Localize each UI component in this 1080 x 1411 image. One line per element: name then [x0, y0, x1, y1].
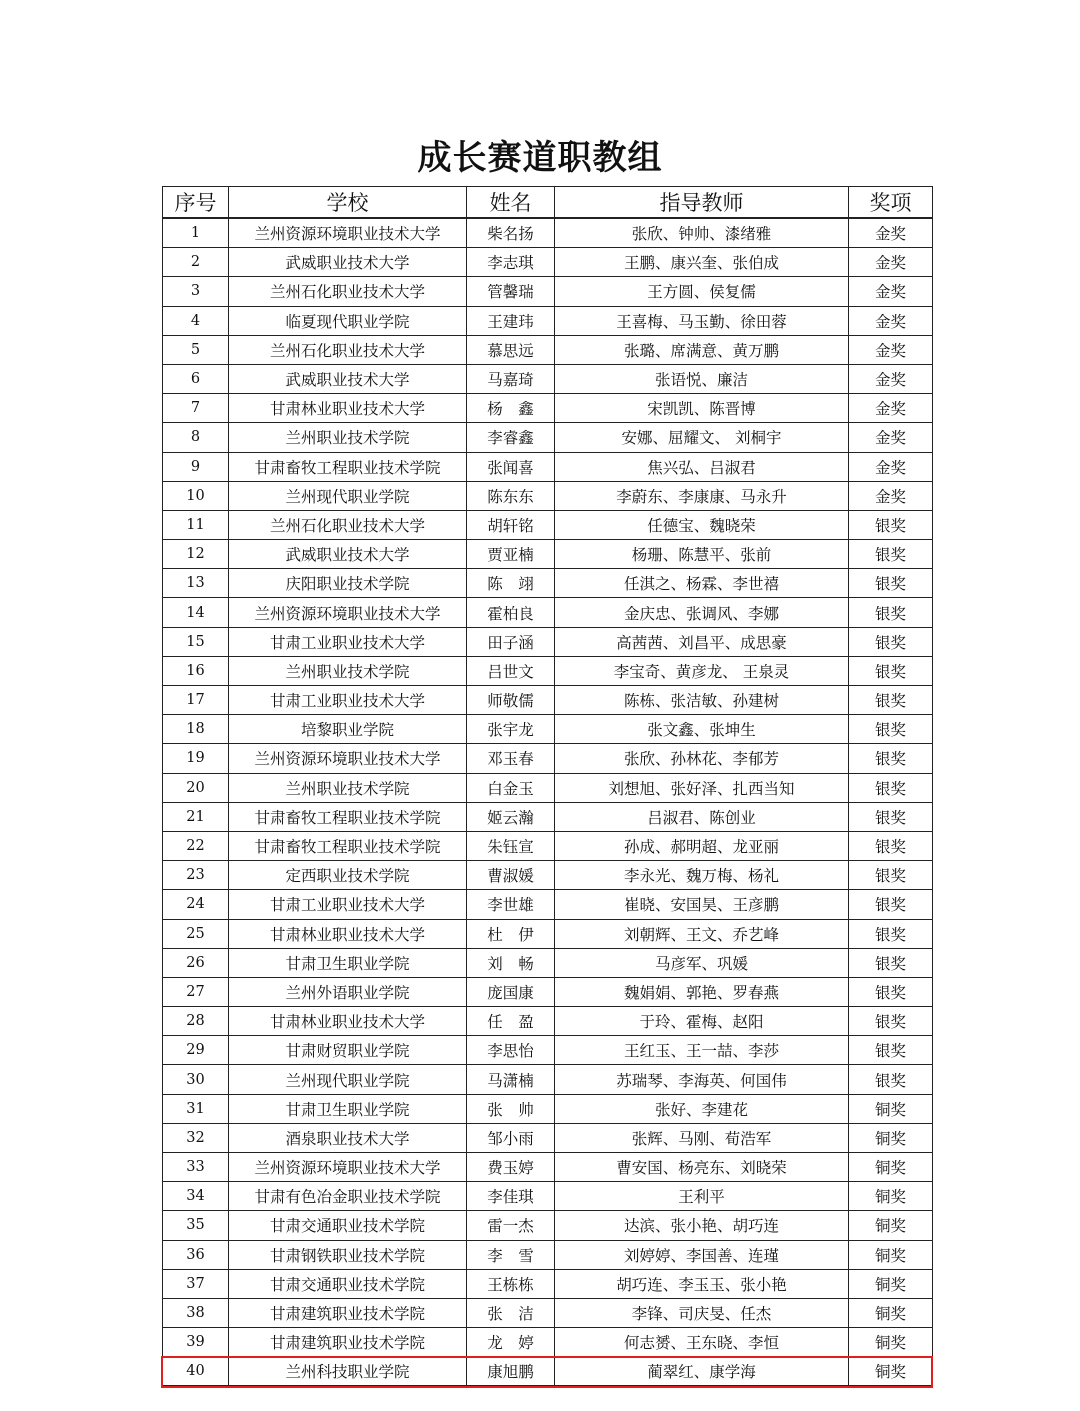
cell-advisor: 于玲、霍梅、赵阳 — [555, 1007, 849, 1036]
cell-name: 邹小雨 — [467, 1123, 555, 1152]
cell-index: 30 — [163, 1065, 229, 1094]
cell-index: 31 — [163, 1094, 229, 1123]
cell-index: 32 — [163, 1123, 229, 1152]
cell-advisor: 高茜茜、刘昌平、成思豪 — [555, 627, 849, 656]
cell-name: 雷一杰 — [467, 1211, 555, 1240]
cell-index: 5 — [163, 335, 229, 364]
cell-name: 康旭鹏 — [467, 1357, 555, 1386]
table-row — [163, 364, 933, 393]
cell-school: 甘肃钢铁职业技术学院 — [229, 1240, 467, 1269]
cell-index: 26 — [163, 948, 229, 977]
table-row — [163, 1123, 933, 1152]
cell-name: 李睿鑫 — [467, 423, 555, 452]
award-table — [162, 186, 933, 1386]
table-row — [163, 656, 933, 685]
table-row — [163, 218, 933, 248]
cell-index: 13 — [163, 569, 229, 598]
cell-name: 陈 翊 — [467, 569, 555, 598]
cell-index: 8 — [163, 423, 229, 452]
cell-index: 34 — [163, 1182, 229, 1211]
table-row — [163, 306, 933, 335]
cell-index: 14 — [163, 598, 229, 627]
cell-index: 38 — [163, 1298, 229, 1327]
cell-school: 甘肃林业职业技术大学 — [229, 394, 467, 423]
cell-school: 定西职业技术学院 — [229, 861, 467, 890]
cell-index: 23 — [163, 861, 229, 890]
cell-advisor: 曹安国、杨亮东、刘晓荣 — [555, 1153, 849, 1182]
table-row — [163, 715, 933, 744]
cell-award: 铜奖 — [849, 1182, 933, 1211]
cell-name: 李世雄 — [467, 890, 555, 919]
cell-award: 铜奖 — [849, 1357, 933, 1386]
cell-award: 银奖 — [849, 540, 933, 569]
cell-school: 兰州职业技术学院 — [229, 423, 467, 452]
cell-name: 杨 鑫 — [467, 394, 555, 423]
table-row — [163, 831, 933, 860]
cell-award: 铜奖 — [849, 1094, 933, 1123]
cell-award: 银奖 — [849, 598, 933, 627]
table-row — [163, 1240, 933, 1269]
cell-name: 庞国康 — [467, 977, 555, 1006]
cell-award: 银奖 — [849, 831, 933, 860]
cell-advisor: 张好、李建花 — [555, 1094, 849, 1123]
table-row — [163, 510, 933, 539]
cell-name: 费玉婷 — [467, 1153, 555, 1182]
cell-index: 4 — [163, 306, 229, 335]
cell-school: 甘肃工业职业技术大学 — [229, 686, 467, 715]
cell-school: 甘肃畜牧工程职业技术学院 — [229, 831, 467, 860]
cell-index: 7 — [163, 394, 229, 423]
cell-school: 甘肃工业职业技术大学 — [229, 627, 467, 656]
cell-award: 银奖 — [849, 802, 933, 831]
cell-award: 金奖 — [849, 452, 933, 481]
cell-school: 兰州资源环境职业技术大学 — [229, 1153, 467, 1182]
cell-school: 武威职业技术大学 — [229, 540, 467, 569]
cell-name: 朱钰宣 — [467, 831, 555, 860]
cell-name: 管馨瑞 — [467, 277, 555, 306]
cell-advisor: 苏瑞琴、李海英、何国伟 — [555, 1065, 849, 1094]
table-row — [163, 1269, 933, 1298]
cell-award: 铜奖 — [849, 1328, 933, 1357]
cell-school: 甘肃交通职业技术学院 — [229, 1211, 467, 1240]
cell-award: 银奖 — [849, 1036, 933, 1065]
cell-index: 17 — [163, 686, 229, 715]
cell-award: 银奖 — [849, 977, 933, 1006]
table-row — [163, 598, 933, 627]
cell-award: 银奖 — [849, 715, 933, 744]
cell-award: 银奖 — [849, 627, 933, 656]
cell-advisor: 金庆忠、张调风、李娜 — [555, 598, 849, 627]
cell-award: 铜奖 — [849, 1269, 933, 1298]
page-title: 成长赛道职教组 — [417, 138, 663, 178]
cell-school: 兰州职业技术学院 — [229, 773, 467, 802]
cell-school: 甘肃工业职业技术大学 — [229, 890, 467, 919]
cell-award: 铜奖 — [849, 1298, 933, 1327]
cell-name: 马嘉琦 — [467, 364, 555, 393]
cell-award: 铜奖 — [849, 1123, 933, 1152]
cell-name: 师敬儒 — [467, 686, 555, 715]
cell-name: 龙 婷 — [467, 1328, 555, 1357]
cell-advisor: 孙成、郝明超、龙亚丽 — [555, 831, 849, 860]
cell-advisor: 张欣、钟帅、漆绪雅 — [555, 218, 849, 248]
cell-advisor: 王方圆、侯复儒 — [555, 277, 849, 306]
cell-name: 陈东东 — [467, 481, 555, 510]
table-row — [163, 1182, 933, 1211]
cell-award: 金奖 — [849, 335, 933, 364]
cell-school: 庆阳职业技术学院 — [229, 569, 467, 598]
cell-index: 15 — [163, 627, 229, 656]
table-row — [163, 802, 933, 831]
cell-name: 马潇楠 — [467, 1065, 555, 1094]
cell-school: 兰州职业技术学院 — [229, 656, 467, 685]
header-advisor: 指导教师 — [555, 187, 849, 219]
table-row — [163, 1328, 933, 1357]
table-row — [163, 423, 933, 452]
cell-award: 金奖 — [849, 423, 933, 452]
header-school: 学校 — [229, 187, 467, 219]
table-row — [163, 1153, 933, 1182]
cell-name: 柴名扬 — [467, 218, 555, 248]
cell-index: 16 — [163, 656, 229, 685]
cell-name: 姬云瀚 — [467, 802, 555, 831]
cell-award: 金奖 — [849, 248, 933, 277]
cell-award: 银奖 — [849, 1065, 933, 1094]
header-award: 奖项 — [849, 187, 933, 219]
cell-school: 甘肃建筑职业技术学院 — [229, 1328, 467, 1357]
cell-school: 兰州资源环境职业技术大学 — [229, 744, 467, 773]
cell-advisor: 蔺翠红、康学海 — [555, 1357, 849, 1386]
cell-award: 银奖 — [849, 510, 933, 539]
cell-school: 兰州石化职业技术大学 — [229, 277, 467, 306]
cell-advisor: 达滨、张小艳、胡巧连 — [555, 1211, 849, 1240]
cell-index: 39 — [163, 1328, 229, 1357]
cell-advisor: 崔晓、安国昊、王彦鹏 — [555, 890, 849, 919]
table-row — [163, 627, 933, 656]
table-header-row — [163, 187, 933, 219]
cell-school: 甘肃财贸职业学院 — [229, 1036, 467, 1065]
cell-index: 33 — [163, 1153, 229, 1182]
cell-index: 11 — [163, 510, 229, 539]
cell-advisor: 任德宝、魏晓荣 — [555, 510, 849, 539]
cell-school: 酒泉职业技术大学 — [229, 1123, 467, 1152]
table-row — [163, 1298, 933, 1327]
cell-advisor: 张璐、席满意、黄万鹏 — [555, 335, 849, 364]
table-row — [163, 1211, 933, 1240]
cell-advisor: 李永光、魏万梅、杨礼 — [555, 861, 849, 890]
cell-index: 25 — [163, 919, 229, 948]
cell-name: 慕思远 — [467, 335, 555, 364]
cell-award: 金奖 — [849, 277, 933, 306]
cell-advisor: 张辉、马刚、荀浩军 — [555, 1123, 849, 1152]
cell-name: 杜 伊 — [467, 919, 555, 948]
cell-advisor: 王喜梅、马玉勤、徐田蓉 — [555, 306, 849, 335]
cell-award: 银奖 — [849, 890, 933, 919]
table-row — [163, 1357, 933, 1386]
cell-index: 6 — [163, 364, 229, 393]
cell-name: 曹淑媛 — [467, 861, 555, 890]
cell-index: 1 — [163, 218, 229, 248]
cell-school: 甘肃林业职业技术大学 — [229, 919, 467, 948]
cell-school: 兰州石化职业技术大学 — [229, 335, 467, 364]
cell-name: 任 盈 — [467, 1007, 555, 1036]
table-row — [163, 744, 933, 773]
cell-advisor: 马彦军、巩媛 — [555, 948, 849, 977]
cell-advisor: 王鹏、康兴奎、张伯成 — [555, 248, 849, 277]
cell-index: 24 — [163, 890, 229, 919]
cell-name: 李佳琪 — [467, 1182, 555, 1211]
cell-advisor: 安娜、屈耀文、 刘桐宇 — [555, 423, 849, 452]
header-name: 姓名 — [467, 187, 555, 219]
cell-award: 铜奖 — [849, 1211, 933, 1240]
cell-name: 张宇龙 — [467, 715, 555, 744]
cell-advisor: 胡巧连、李玉玉、张小艳 — [555, 1269, 849, 1298]
cell-index: 12 — [163, 540, 229, 569]
cell-name: 胡轩铭 — [467, 510, 555, 539]
cell-index: 22 — [163, 831, 229, 860]
cell-index: 37 — [163, 1269, 229, 1298]
cell-advisor: 王红玉、王一喆、李莎 — [555, 1036, 849, 1065]
cell-name: 王栋栋 — [467, 1269, 555, 1298]
cell-advisor: 魏娟娟、郭艳、罗春燕 — [555, 977, 849, 1006]
cell-award: 银奖 — [849, 773, 933, 802]
cell-award: 银奖 — [849, 656, 933, 685]
cell-award: 银奖 — [849, 861, 933, 890]
cell-advisor: 王利平 — [555, 1182, 849, 1211]
cell-index: 2 — [163, 248, 229, 277]
table-row — [163, 277, 933, 306]
cell-name: 张闻喜 — [467, 452, 555, 481]
cell-award: 银奖 — [849, 919, 933, 948]
cell-school: 兰州石化职业技术大学 — [229, 510, 467, 539]
header-index: 序号 — [163, 187, 229, 219]
cell-award: 银奖 — [849, 1007, 933, 1036]
cell-advisor: 李蔚东、李康康、马永升 — [555, 481, 849, 510]
cell-index: 36 — [163, 1240, 229, 1269]
table-row — [163, 248, 933, 277]
cell-index: 3 — [163, 277, 229, 306]
table-row — [163, 773, 933, 802]
cell-name: 田子涵 — [467, 627, 555, 656]
cell-award: 金奖 — [849, 218, 933, 248]
cell-school: 甘肃建筑职业技术学院 — [229, 1298, 467, 1327]
cell-name: 邓玉春 — [467, 744, 555, 773]
table-row — [163, 394, 933, 423]
cell-advisor: 陈栋、张洁敏、孙建树 — [555, 686, 849, 715]
table-row — [163, 540, 933, 569]
cell-name: 霍柏良 — [467, 598, 555, 627]
cell-index: 10 — [163, 481, 229, 510]
cell-school: 甘肃卫生职业学院 — [229, 1094, 467, 1123]
cell-name: 李志琪 — [467, 248, 555, 277]
table-body — [163, 218, 933, 1386]
table-row — [163, 1007, 933, 1036]
cell-award: 铜奖 — [849, 1240, 933, 1269]
cell-award: 银奖 — [849, 948, 933, 977]
cell-school: 兰州科技职业学院 — [229, 1357, 467, 1386]
cell-advisor: 张欣、孙林花、李郁芳 — [555, 744, 849, 773]
cell-school: 兰州现代职业学院 — [229, 1065, 467, 1094]
cell-index: 20 — [163, 773, 229, 802]
cell-index: 40 — [163, 1357, 229, 1386]
cell-advisor: 何志赟、王东晓、李恒 — [555, 1328, 849, 1357]
cell-school: 临夏现代职业学院 — [229, 306, 467, 335]
cell-index: 18 — [163, 715, 229, 744]
table-row — [163, 569, 933, 598]
table-row — [163, 861, 933, 890]
cell-advisor: 任淇之、杨霖、李世禧 — [555, 569, 849, 598]
cell-name: 吕世文 — [467, 656, 555, 685]
cell-award: 银奖 — [849, 686, 933, 715]
cell-advisor: 张语悦、廉洁 — [555, 364, 849, 393]
cell-name: 李思怡 — [467, 1036, 555, 1065]
cell-advisor: 杨珊、陈慧平、张前 — [555, 540, 849, 569]
cell-index: 28 — [163, 1007, 229, 1036]
cell-index: 35 — [163, 1211, 229, 1240]
cell-award: 银奖 — [849, 569, 933, 598]
cell-index: 21 — [163, 802, 229, 831]
cell-school: 兰州现代职业学院 — [229, 481, 467, 510]
table-row — [163, 686, 933, 715]
cell-award: 金奖 — [849, 306, 933, 335]
cell-index: 29 — [163, 1036, 229, 1065]
cell-name: 白金玉 — [467, 773, 555, 802]
table-row — [163, 977, 933, 1006]
table-row — [163, 1065, 933, 1094]
cell-award: 银奖 — [849, 744, 933, 773]
cell-school: 兰州外语职业学院 — [229, 977, 467, 1006]
cell-school: 武威职业技术大学 — [229, 364, 467, 393]
table-row — [163, 890, 933, 919]
table-row — [163, 919, 933, 948]
table-row — [163, 452, 933, 481]
cell-school: 培黎职业学院 — [229, 715, 467, 744]
cell-advisor: 张文鑫、张坤生 — [555, 715, 849, 744]
cell-school: 兰州资源环境职业技术大学 — [229, 598, 467, 627]
cell-index: 27 — [163, 977, 229, 1006]
cell-school: 甘肃畜牧工程职业技术学院 — [229, 452, 467, 481]
cell-name: 张 帅 — [467, 1094, 555, 1123]
cell-advisor: 刘想旭、张好泽、扎西当知 — [555, 773, 849, 802]
cell-name: 贾亚楠 — [467, 540, 555, 569]
table-row — [163, 335, 933, 364]
cell-advisor: 刘朝辉、王文、乔艺峰 — [555, 919, 849, 948]
cell-school: 甘肃畜牧工程职业技术学院 — [229, 802, 467, 831]
table-row — [163, 1036, 933, 1065]
cell-advisor: 吕淑君、陈创业 — [555, 802, 849, 831]
cell-advisor: 李宝奇、黄彦龙、 王泉灵 — [555, 656, 849, 685]
cell-advisor: 刘婷婷、李国善、连瑾 — [555, 1240, 849, 1269]
table-row — [163, 1094, 933, 1123]
cell-index: 19 — [163, 744, 229, 773]
cell-advisor: 李锋、司庆旻、任杰 — [555, 1298, 849, 1327]
cell-school: 甘肃交通职业技术学院 — [229, 1269, 467, 1298]
cell-school: 武威职业技术大学 — [229, 248, 467, 277]
cell-award: 铜奖 — [849, 1153, 933, 1182]
cell-advisor: 焦兴弘、吕淑君 — [555, 452, 849, 481]
cell-name: 张 洁 — [467, 1298, 555, 1327]
cell-index: 9 — [163, 452, 229, 481]
cell-name: 刘 畅 — [467, 948, 555, 977]
cell-award: 金奖 — [849, 364, 933, 393]
cell-advisor: 宋凯凯、陈晋博 — [555, 394, 849, 423]
cell-school: 甘肃有色冶金职业技术学院 — [229, 1182, 467, 1211]
table-row — [163, 948, 933, 977]
cell-award: 金奖 — [849, 481, 933, 510]
cell-school: 甘肃林业职业技术大学 — [229, 1007, 467, 1036]
cell-school: 兰州资源环境职业技术大学 — [229, 218, 467, 248]
cell-name: 王建玮 — [467, 306, 555, 335]
cell-name: 李 雪 — [467, 1240, 555, 1269]
table-row — [163, 481, 933, 510]
cell-award: 金奖 — [849, 394, 933, 423]
cell-school: 甘肃卫生职业学院 — [229, 948, 467, 977]
